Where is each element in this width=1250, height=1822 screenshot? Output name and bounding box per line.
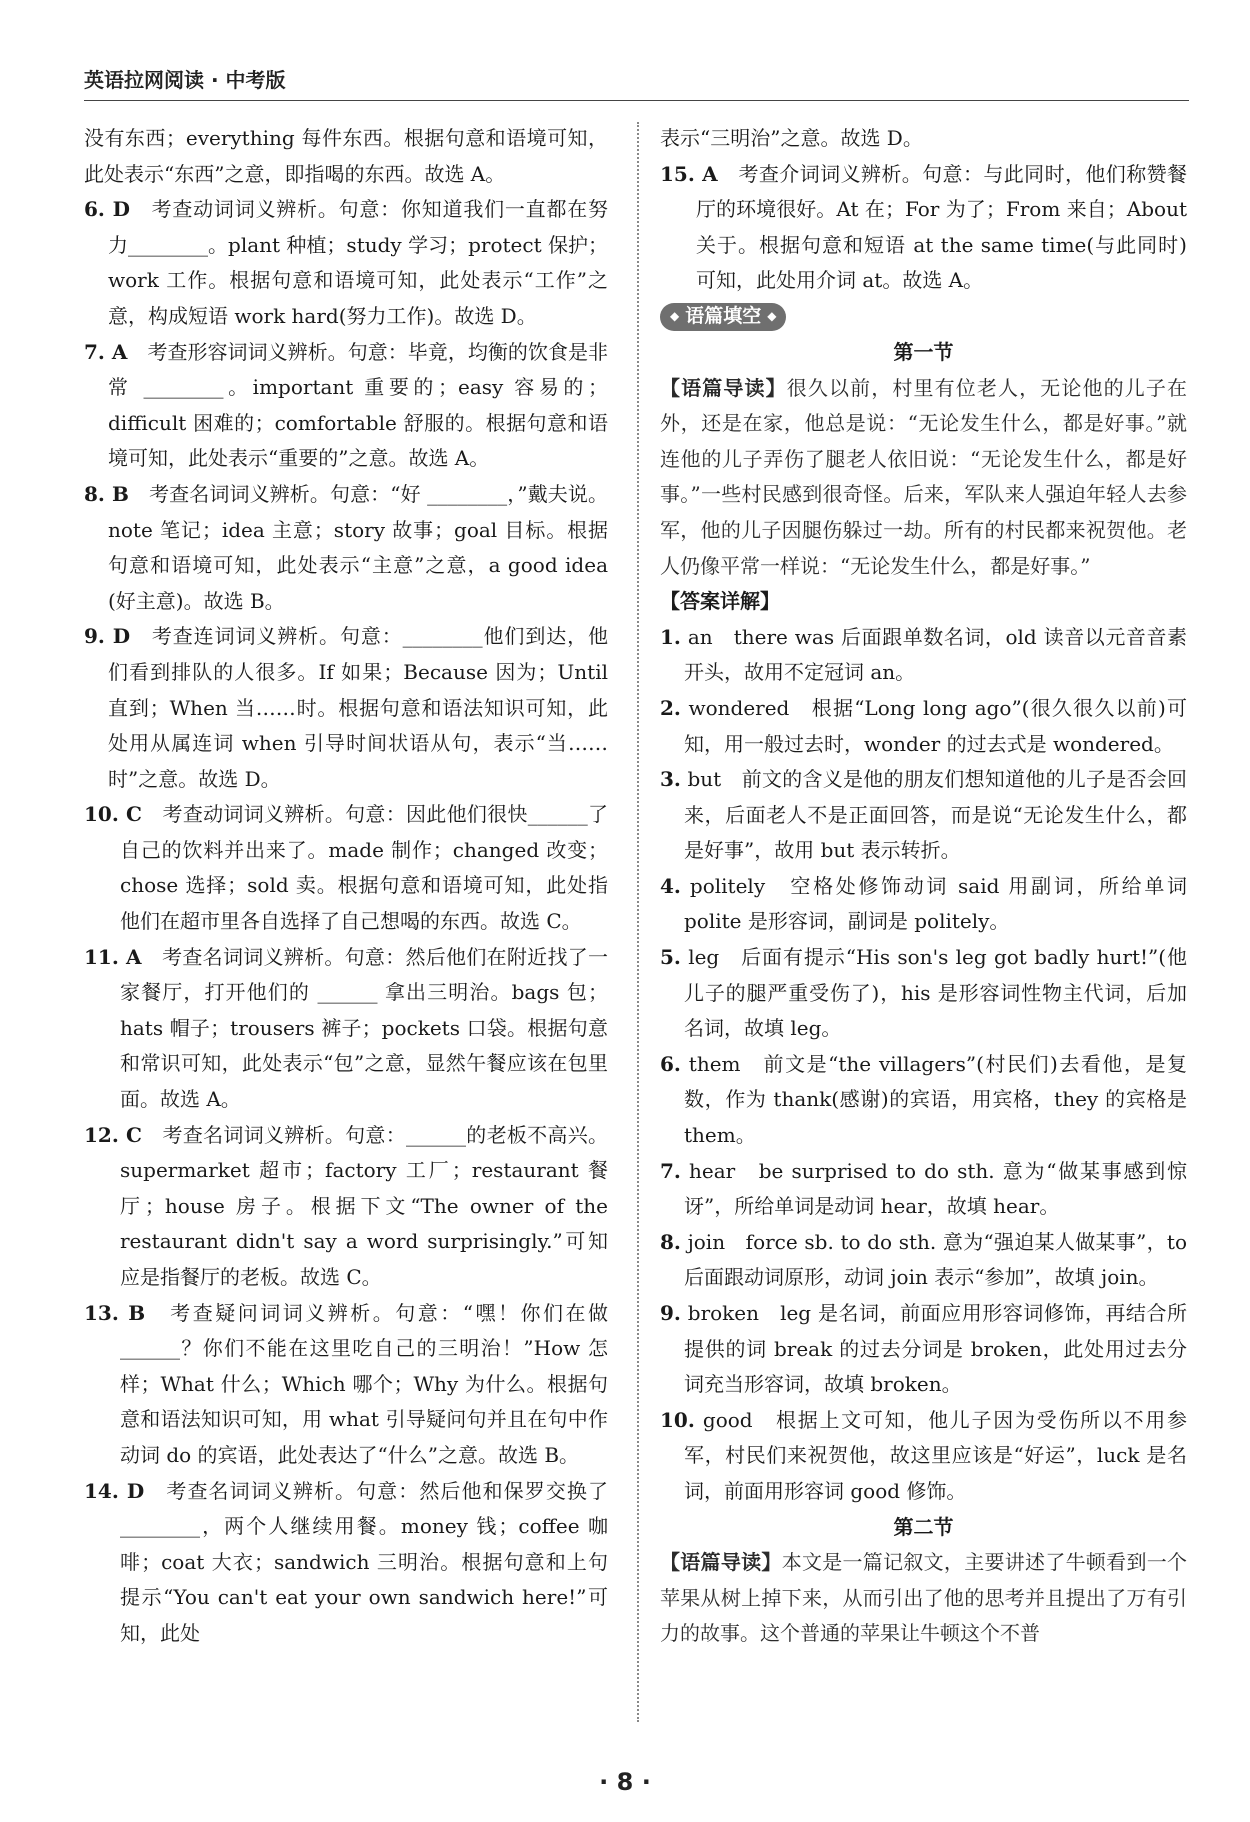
column-divider [637,122,639,1722]
item-number: 6. D [84,197,130,222]
item-text: 考查动词词义辨析。句意：因此他们很快______了自己的饮料并出来了。made 制作；changed 改变；chose 选择；sold 卖。根据句意和语境可知，此处指他们在超市里各自选择了自己想喝的东西。故选 C。 [120,802,608,934]
right-item [660,157,1187,299]
right-continuation [660,121,1187,157]
right-column [660,121,1187,1652]
item-text: 考查名词词义辨析。句意：______的老板不高兴。supermarket 超市；factory 工厂；restaurant 餐厅；house 房子。根据下文“The owner of the restaurant didn't say a word surprisingly.”可知应是指餐厅的老板。故选 C。 [120,1122,608,1289]
item-number: 6. [660,1051,681,1076]
answer-item [660,762,1187,869]
part-title: 第一节 [893,339,954,364]
item-text: but 前文的含义是他的朋友们想知道他的儿子是否会回来，后面老人不是正面回答，而是说“无论发生什么，都是好事”，故用 but 表示转折。 [684,767,1187,863]
item-number: 10. C [84,802,142,827]
answer-item [660,1047,1187,1154]
item-text: politely 空格处修饰动词 said 用副词，所给单词 polite 是形容词，副词是 politely。 [684,873,1187,934]
answer-item [660,1403,1187,1510]
item-number: 5. [660,945,681,970]
item-text: good 根据上文可知，他儿子因为受伤所以不用参军，村民们来祝贺他，故这里应该是“好运”，luck 是名词，前面用形容词 good 修饰。 [684,1407,1188,1503]
reading-guide-text: 很久以前，村里有位老人，无论他的儿子在外，还是在家，他总是说：“无论发生什么，都是好事。”就连他的儿子弄伤了腿老人依旧说：“无论发生什么，都是好事。”一些村民感到很奇怪。后来，军队来人强迫年轻人去参军，他的儿子因腿伤躲过一劫。所有的村民都来祝贺他。老人仍像平常一样说：“无论发生什么，都是好事。” [660,375,1187,578]
answer-item [660,940,1187,1047]
page-number: · 8 · [599,1768,651,1796]
answer-item [660,869,1187,940]
item-text: 考查名词词义辨析。句意：“好 ________，”戴夫说。note 笔记；idea 主意；story 故事；goal 目标。根据句意和语境可知，此处表示“主意”之意，a good idea (好主意)。故选 B。 [108,481,609,613]
item-number: 4. [660,873,681,898]
left-item [84,1118,608,1296]
item-text: hear be surprised to do sth. 意为“做某事感到惊讶”，所给单词是动词 hear，故填 hear。 [684,1158,1188,1219]
item-number: 13. B [84,1300,146,1325]
left-item [84,335,608,477]
item-text: an there was 后面跟单数名词，old 读音以元音音素开头，故用不定冠词 an。 [684,624,1187,685]
item-number: 12. C [84,1122,142,1147]
answer-item [660,1154,1187,1225]
reading-guide [660,1545,1187,1652]
item-number: 3. [660,767,681,792]
item-text: 考查疑问词词义辨析。句意：“嘿！你们在做______？你们不能在这里吃自己的三明治！”How 怎样；What 什么；Which 哪个；Why 为什么。根据句意和语法知识可知，用 what 引导疑问句并且在句中作动词 do 的宾语，此处表达了“什么”之意。故选 B。 [120,1300,608,1467]
item-text: 表示“三明治”之意。故选 D。 [660,126,923,150]
item-number: 9. D [84,624,131,649]
left-item [84,1296,608,1474]
reading-guide [660,371,1187,585]
section-tag [660,303,786,331]
left-item [84,940,608,1118]
item-number: 11. A [84,944,142,969]
item-text: 考查名词词义辨析。句意：然后他们在附近找了一家餐厅，打开他们的 ______ 拿出三明治。bags 包；hats 帽子；trousers 裤子；pockets 口袋。根据句意和常识可知，此处表示“包”之意，显然午餐应该在包里面。故选 A。 [120,944,609,1112]
item-text: 考查形容词词义辨析。句意：毕竟，均衡的饮食是非常 ________。important 重要的；easy 容易的；difficult 困难的；comfortable 舒服的。根据句意和语境可知，此处表示“重要的”之意。故选 A。 [108,339,609,471]
left-item [84,1474,608,1652]
part-title: 第二节 [893,1514,954,1539]
left-item [84,797,608,939]
reading-guide-label: 【语篇导读】 [660,1550,782,1575]
item-text: them 前文是“the villagers”(村民们)去看他，是复数，作为 thank(感谢)的宾语，用宾格，they 的宾格是 them。 [684,1051,1187,1148]
item-number: 8. B [84,481,129,506]
item-text: leg 后面有提示“His son's leg got badly hurt!”(他儿子的腿严重受伤了)，his 是形容词性物主代词，后加名词，故填 leg。 [684,945,1187,1041]
item-number: 10. [660,1407,695,1432]
item-text: 考查介词词义辨析。句意：与此同时，他们称赞餐厅的环境很好。At 在；For 为了；From 来自；About 关于。根据句意和短语 at the same time(与此同时)可知，此处用介词 at。故选 A。 [696,161,1188,293]
item-number: 14. D [84,1478,145,1503]
left-column [84,121,608,1652]
left-item [84,477,608,619]
answer-item [660,1225,1187,1296]
item-number: 7. [660,1158,681,1183]
item-text: 考查名词词义辨析。句意：然后他和保罗交换了________，两个人继续用餐。money 钱；coffee 咖啡；coat 大衣；sandwich 三明治。根据句意和上句提示“You can't eat your own sandwich here!”可知，此处 [120,1478,609,1645]
answers-label: 【答案详解】 [660,589,780,614]
item-text: wondered 根据“Long long ago”(很久很久以前)可知，用一般过去时，wonder 的过去式是 wondered。 [684,695,1188,756]
item-number: 7. A [84,339,128,364]
answer-item [660,691,1187,762]
item-text: 考查动词词义辨析。句意：你知道我们一直都在努力________。plant 种植；study 学习；protect 保护；work 工作。根据句意和语境可知，此处表示“工作”之意，构成短语 work hard(努力工作)。故选 D。 [108,197,609,328]
item-text: join force sb. to do sth. 意为“强迫某人做某事”，to 后面跟动词原形，动词 join 表示“参加”，故填 join。 [684,1229,1188,1290]
item-number: 1. [660,624,681,649]
item-text: 考查连词词义辨析。句意：________他们到达，他们看到排队的人很多。If 如果；Because 因为；Until 直到；When 当……时。根据句意和语法知识可知，此处用从属连词 when 引导时间状语从句，表示“当……时”之意。故选 D。 [108,624,609,791]
header-rule [84,100,1189,101]
item-number: 8. [660,1229,681,1254]
diamond-icon: ◆ [767,309,777,324]
reading-guide-label: 【语篇导读】 [660,375,787,400]
item-text: broken leg 是名词，前面应用形容词修饰，再结合所提供的词 break 的过去分词是 broken，此处用过去分词充当形容词，故填 broken。 [684,1301,1187,1397]
running-header: 英语拉网阅读 · 中考版 [84,68,286,92]
left-item [84,619,608,797]
left-item [84,192,608,334]
item-number: 15. A [660,161,718,186]
diamond-icon: ◆ [670,309,680,324]
section-tag-row [660,299,1187,335]
answer-item [660,1296,1187,1403]
left-item [84,121,608,192]
item-number: 9. [660,1301,681,1325]
reading-guide-text: 本文是一篇记叙文，主要讲述了牛顿看到一个苹果从树上掉下来，从而引出了他的思考并且提出了万有引力的故事。这个普通的苹果让牛顿这个不普 [660,1550,1188,1646]
item-text: 没有东西；everything 每件东西。根据句意和语境可知，此处表示“东西”之意，即指喝的东西。故选 A。 [84,126,608,186]
section-tag-label: 语篇填空 [685,305,762,328]
answer-item [660,620,1187,691]
item-number: 2. [660,695,681,720]
